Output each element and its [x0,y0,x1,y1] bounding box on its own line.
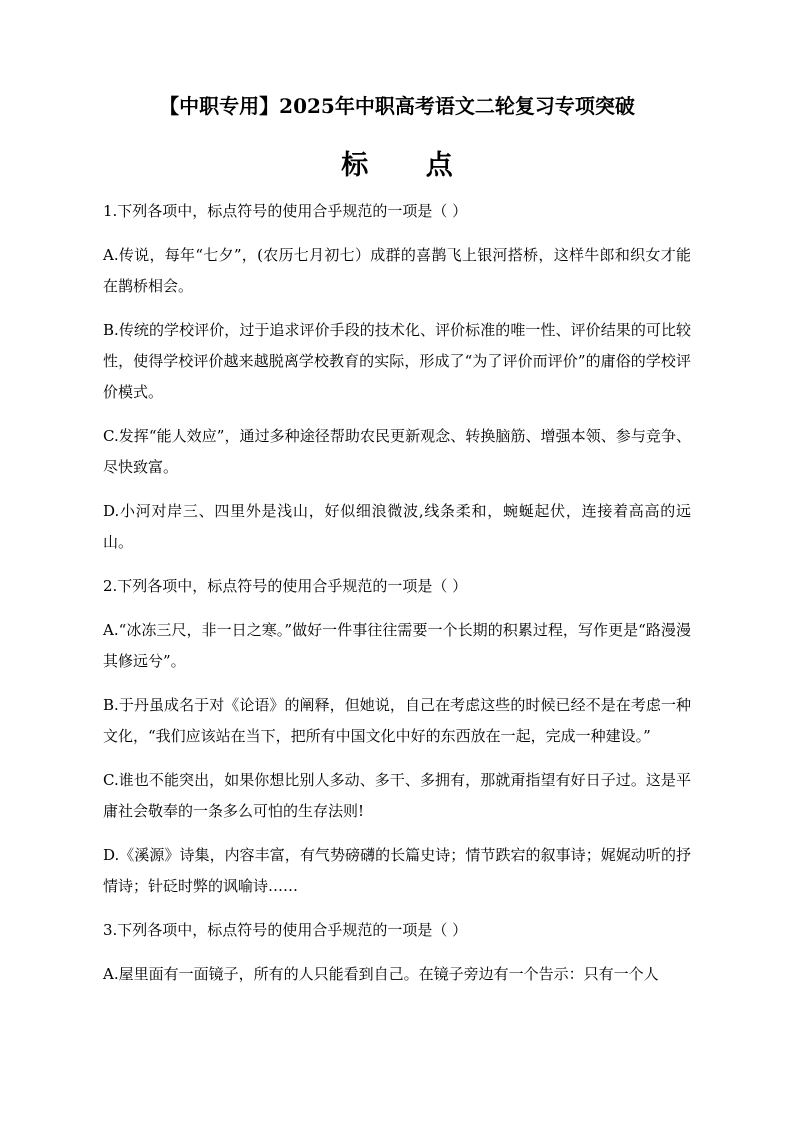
question-list [103,196,691,1003]
option-item: A.“冰冻三尺，非一日之寒。”做好一件事往往需要一个长期的积累过程，写作更是“路漫漫其修远兮”。 [103,621,691,670]
option-item: C.发挥“能人效应”，通过多种途径帮助农民更新观念、转换脑筋、增强本领、参与竞争、尽快致富。 [103,427,691,476]
option-item: D.《溪源》诗集，内容丰富，有气势磅礴的长篇史诗；情节跌宕的叙事诗；娓娓动听的抒情诗；针砭时弊的讽喻诗…… [103,846,691,895]
option-item: C.谁也不能突出，如果你想比别人多动、多干、多拥有，那就甭指望有好日子过。这是平庸社会敬奉的一条多么可怕的生存法则! [103,771,691,820]
document-subtitle: 标 点 [341,150,477,181]
question-stem: 3.下列各项中，标点符号的使用合乎规范的一项是（ ） [103,921,468,939]
question-stem: 1.下列各项中，标点符号的使用合乎规范的一项是（ ） [103,202,468,220]
option-item: A.传说，每年“七夕”，(农历七月初七）成群的喜鹊飞上银河搭桥，这样牛郎和织女才能在鹊桥相会。 [103,246,691,295]
option-item: B.传统的学校评价，过于追求评价手段的技术化、评价标准的唯一性、评价结果的可比较性，使得学校评价越来越脱离学校教育的实际，形成了“为了评价而评价”的庸俗的学校评价模式。 [103,321,691,401]
option-item: B.于丹虽成名于对《论语》的阐释，但她说，自己在考虑这些的时候已经不是在考虑一种文化，“我们应该站在当下，把所有中国文化中好的东西放在一起，完成一种建设。” [103,696,691,745]
document-title: 【中职专用】2025年中职高考语文二轮复习专项突破 [159,94,635,118]
question-stem: 2.下列各项中，标点符号的使用合乎规范的一项是（ ） [103,577,468,595]
option-item: A.屋里面有一面镜子，所有的人只能看到自己。在镜子旁边有一个告示：只有一个人 [103,965,659,983]
option-item: D.小河对岸三、四里外是浅山，好似细浪微波,线条柔和，蜿蜒起伏，连接着高高的远山。 [103,502,691,551]
